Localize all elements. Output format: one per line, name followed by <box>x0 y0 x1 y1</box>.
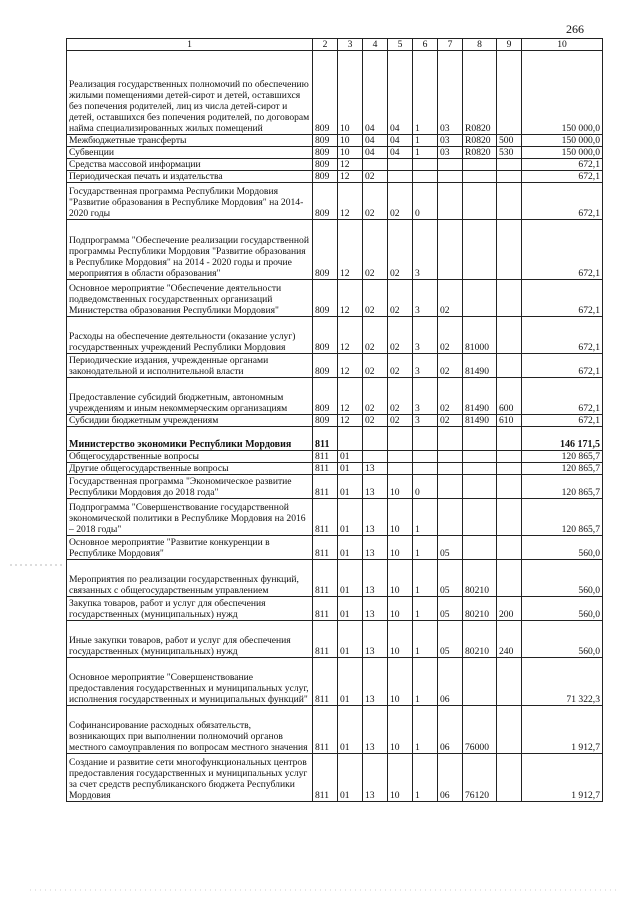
row-code-cell-c7 <box>438 183 463 220</box>
row-code-cell-c3: 12 <box>338 171 363 183</box>
row-code-cell-c2: 811 <box>313 475 338 499</box>
row-code-cell-c5: 02 <box>388 415 413 427</box>
table-row <box>67 183 603 220</box>
row-code-cell-c4: 13 <box>363 597 388 621</box>
row-code-cell-c4: 13 <box>363 499 388 536</box>
row-code-cell-c6 <box>413 427 438 451</box>
row-code-cell-c9 <box>497 475 522 499</box>
row-code-cell-c7: 03 <box>438 147 463 159</box>
row-code-cell-c7 <box>438 220 463 280</box>
table-row <box>67 159 603 171</box>
row-code-cell-c7: 05 <box>438 560 463 597</box>
header-row <box>67 39 603 51</box>
row-name-cell: Основное мероприятие "Совершенствование предоставления государственных и муниципальных услуг, исполнения государственных и муниципальных функций" <box>67 658 313 706</box>
row-code-cell-c6: 3 <box>413 354 438 378</box>
row-code-cell-c5: 10 <box>388 754 413 802</box>
row-code-cell-c8: 76120 <box>463 754 497 802</box>
row-name-cell: Реализация государственных полномочий по обеспечению жилыми помещениями детей-сирот и детей, оставшихся без попечения родителей, лиц из числа детей-сирот и детей, оставшихся без попечения родителей, по договорам найма специализированных жилых помещений <box>67 51 313 135</box>
row-code-cell-c2: 809 <box>313 280 338 317</box>
row-name-cell: Основное мероприятие "Обеспечение деятельности подведомственных государственных организаций Министерства образования Республики Мордовия" <box>67 280 313 317</box>
row-code-cell-c9 <box>497 51 522 135</box>
row-code-cell-c5: 10 <box>388 706 413 754</box>
row-name-cell: Подпрограмма "Обеспечение реализации государственной программы Республики Мордовия "Развитие образования в Республике Мордовия" на 2014 - 2020 годы и прочие мероприятия в области образования" <box>67 220 313 280</box>
row-code-cell-c3: 12 <box>338 354 363 378</box>
row-code-cell-c7 <box>438 171 463 183</box>
row-code-cell-c4: 13 <box>363 475 388 499</box>
table-row <box>67 427 603 451</box>
row-name-cell: Другие общегосударственные вопросы <box>67 463 313 475</box>
column-header-10: 10 <box>522 39 603 51</box>
row-code-cell-c6 <box>413 463 438 475</box>
row-code-cell-c9 <box>497 171 522 183</box>
row-code-cell-c5: 02 <box>388 183 413 220</box>
row-code-cell-c7: 06 <box>438 754 463 802</box>
row-name-cell: Мероприятия по реализации государственных функций, связанных с общегосударственным управлением <box>67 560 313 597</box>
row-amount-cell: 146 171,5 <box>522 427 603 451</box>
row-code-cell-c2: 809 <box>313 51 338 135</box>
row-amount-cell: 1 912,7 <box>522 706 603 754</box>
row-code-cell-c8 <box>463 171 497 183</box>
row-code-cell-c5: 10 <box>388 597 413 621</box>
row-amount-cell: 672,1 <box>522 378 603 415</box>
row-code-cell-c3: 01 <box>338 451 363 463</box>
row-code-cell-c5: 04 <box>388 147 413 159</box>
row-amount-cell: 1 912,7 <box>522 754 603 802</box>
row-code-cell-c6: 1 <box>413 706 438 754</box>
row-code-cell-c2: 811 <box>313 706 338 754</box>
row-code-cell-c2: 811 <box>313 427 338 451</box>
row-code-cell-c8 <box>463 427 497 451</box>
row-code-cell-c9 <box>497 159 522 171</box>
row-code-cell-c8: 81490 <box>463 415 497 427</box>
row-amount-cell: 120 865,7 <box>522 463 603 475</box>
row-code-cell-c5: 10 <box>388 499 413 536</box>
row-amount-cell: 672,1 <box>522 171 603 183</box>
row-name-cell: Периодические издания, учрежденные органами законодательной и исполнительной власти <box>67 354 313 378</box>
budget-table-container <box>66 38 602 802</box>
row-code-cell-c4 <box>363 159 388 171</box>
row-code-cell-c5: 10 <box>388 658 413 706</box>
row-code-cell-c7: 02 <box>438 415 463 427</box>
row-name-cell: Основное мероприятие "Развитие конкуренции в Республике Мордовия" <box>67 536 313 560</box>
row-code-cell-c5: 02 <box>388 220 413 280</box>
row-code-cell-c5 <box>388 463 413 475</box>
table-row <box>67 51 603 135</box>
row-code-cell-c9 <box>497 499 522 536</box>
row-code-cell-c2: 809 <box>313 159 338 171</box>
table-row <box>67 475 603 499</box>
row-name-cell: Средства массовой информации <box>67 159 313 171</box>
row-code-cell-c3: 12 <box>338 280 363 317</box>
row-code-cell-c2: 811 <box>313 463 338 475</box>
row-amount-cell: 560,0 <box>522 536 603 560</box>
row-code-cell-c6: 0 <box>413 475 438 499</box>
column-header-7: 7 <box>438 39 463 51</box>
row-code-cell-c4: 02 <box>363 171 388 183</box>
row-name-cell: Межбюджетные трансферты <box>67 135 313 147</box>
row-code-cell-c8: 81490 <box>463 378 497 415</box>
row-code-cell-c2: 809 <box>313 135 338 147</box>
row-code-cell-c3: 10 <box>338 51 363 135</box>
row-amount-cell: 672,1 <box>522 220 603 280</box>
row-amount-cell: 150 000,0 <box>522 51 603 135</box>
row-code-cell-c9 <box>497 317 522 354</box>
row-code-cell-c9 <box>497 754 522 802</box>
row-amount-cell: 120 865,7 <box>522 475 603 499</box>
row-code-cell-c3: 10 <box>338 135 363 147</box>
row-code-cell-c8: R0820 <box>463 147 497 159</box>
row-amount-cell: 120 865,7 <box>522 499 603 536</box>
row-name-cell: Создание и развитие сети многофункциональных центров предоставления государственных и муниципальных услуг за счет средств республиканского бюджета Республики Мордовия <box>67 754 313 802</box>
row-code-cell-c2: 811 <box>313 658 338 706</box>
row-amount-cell: 120 865,7 <box>522 451 603 463</box>
row-code-cell-c6: 1 <box>413 621 438 658</box>
table-row <box>67 597 603 621</box>
row-code-cell-c3: 01 <box>338 536 363 560</box>
row-code-cell-c4: 02 <box>363 415 388 427</box>
row-code-cell-c4: 02 <box>363 317 388 354</box>
table-row <box>67 415 603 427</box>
row-code-cell-c5: 10 <box>388 560 413 597</box>
row-code-cell-c8: 80210 <box>463 560 497 597</box>
row-code-cell-c5: 10 <box>388 475 413 499</box>
column-header-5: 5 <box>388 39 413 51</box>
row-code-cell-c3: 01 <box>338 475 363 499</box>
row-code-cell-c4: 04 <box>363 147 388 159</box>
row-code-cell-c5 <box>388 159 413 171</box>
row-code-cell-c5: 04 <box>388 51 413 135</box>
row-code-cell-c5 <box>388 427 413 451</box>
row-code-cell-c3: 01 <box>338 754 363 802</box>
row-code-cell-c7: 05 <box>438 536 463 560</box>
row-code-cell-c7 <box>438 475 463 499</box>
row-code-cell-c4: 04 <box>363 135 388 147</box>
table-row <box>67 560 603 597</box>
row-code-cell-c2: 809 <box>313 183 338 220</box>
row-code-cell-c2: 809 <box>313 354 338 378</box>
column-header-1: 1 <box>67 39 313 51</box>
row-code-cell-c2: 811 <box>313 754 338 802</box>
row-code-cell-c6 <box>413 171 438 183</box>
row-amount-cell: 672,1 <box>522 415 603 427</box>
row-code-cell-c4: 13 <box>363 463 388 475</box>
row-code-cell-c7 <box>438 159 463 171</box>
row-code-cell-c8 <box>463 536 497 560</box>
row-code-cell-c8 <box>463 463 497 475</box>
row-amount-cell: 560,0 <box>522 597 603 621</box>
row-code-cell-c9 <box>497 658 522 706</box>
row-code-cell-c7: 03 <box>438 51 463 135</box>
row-code-cell-c6 <box>413 451 438 463</box>
row-code-cell-c9 <box>497 427 522 451</box>
column-header-9: 9 <box>497 39 522 51</box>
row-code-cell-c6: 1 <box>413 597 438 621</box>
row-amount-cell: 560,0 <box>522 560 603 597</box>
page-number: 266 <box>566 22 584 36</box>
table-row <box>67 378 603 415</box>
row-code-cell-c5 <box>388 171 413 183</box>
row-code-cell-c5: 02 <box>388 378 413 415</box>
row-code-cell-c8: 81000 <box>463 317 497 354</box>
row-code-cell-c2: 809 <box>313 317 338 354</box>
row-name-cell: Государственная программа Республики Мордовия "Развитие образования в Республике Мордовия" на 2014-2020 годы <box>67 183 313 220</box>
row-code-cell-c4: 02 <box>363 183 388 220</box>
table-row <box>67 280 603 317</box>
row-code-cell-c9 <box>497 560 522 597</box>
row-code-cell-c2: 811 <box>313 560 338 597</box>
row-name-cell: Подпрограмма "Совершенствование государственной экономической политики в Республике Мордовия на 2016 – 2018 годы" <box>67 499 313 536</box>
row-code-cell-c7 <box>438 427 463 451</box>
row-code-cell-c8: R0820 <box>463 135 497 147</box>
row-code-cell-c2: 811 <box>313 536 338 560</box>
row-code-cell-c4 <box>363 451 388 463</box>
table-row <box>67 354 603 378</box>
table-row <box>67 754 603 802</box>
table-row <box>67 317 603 354</box>
row-code-cell-c3: 12 <box>338 415 363 427</box>
row-code-cell-c7: 03 <box>438 135 463 147</box>
row-code-cell-c4: 02 <box>363 220 388 280</box>
row-code-cell-c7 <box>438 451 463 463</box>
row-code-cell-c2: 809 <box>313 415 338 427</box>
row-code-cell-c3: 10 <box>338 147 363 159</box>
row-code-cell-c4: 02 <box>363 354 388 378</box>
row-name-cell: Периодическая печать и издательства <box>67 171 313 183</box>
row-amount-cell: 672,1 <box>522 317 603 354</box>
row-code-cell-c5: 10 <box>388 536 413 560</box>
row-code-cell-c4: 02 <box>363 280 388 317</box>
row-code-cell-c8 <box>463 451 497 463</box>
row-code-cell-c7: 06 <box>438 706 463 754</box>
table-row <box>67 171 603 183</box>
row-code-cell-c8 <box>463 658 497 706</box>
row-code-cell-c9 <box>497 280 522 317</box>
row-code-cell-c3: 01 <box>338 658 363 706</box>
table-row <box>67 658 603 706</box>
row-amount-cell: 150 000,0 <box>522 147 603 159</box>
column-header-4: 4 <box>363 39 388 51</box>
column-header-6: 6 <box>413 39 438 51</box>
row-code-cell-c4: 13 <box>363 754 388 802</box>
row-name-cell: Закупка товаров, работ и услуг для обеспечения государственных (муниципальных) нужд <box>67 597 313 621</box>
row-code-cell-c7: 02 <box>438 378 463 415</box>
row-code-cell-c3: 01 <box>338 463 363 475</box>
row-code-cell-c7 <box>438 463 463 475</box>
row-code-cell-c2: 809 <box>313 147 338 159</box>
row-code-cell-c8 <box>463 220 497 280</box>
row-name-cell: Субвенции <box>67 147 313 159</box>
row-code-cell-c9 <box>497 451 522 463</box>
row-code-cell-c6: 1 <box>413 536 438 560</box>
row-code-cell-c9 <box>497 354 522 378</box>
row-code-cell-c6: 3 <box>413 378 438 415</box>
row-code-cell-c6: 1 <box>413 51 438 135</box>
row-code-cell-c2: 811 <box>313 451 338 463</box>
row-code-cell-c9 <box>497 536 522 560</box>
row-code-cell-c8 <box>463 159 497 171</box>
column-header-8: 8 <box>463 39 497 51</box>
row-code-cell-c4: 13 <box>363 658 388 706</box>
row-code-cell-c2: 811 <box>313 499 338 536</box>
row-code-cell-c5: 04 <box>388 135 413 147</box>
row-amount-cell: 672,1 <box>522 280 603 317</box>
row-code-cell-c4: 13 <box>363 706 388 754</box>
row-code-cell-c8 <box>463 280 497 317</box>
row-code-cell-c9: 500 <box>497 135 522 147</box>
row-code-cell-c6 <box>413 159 438 171</box>
row-code-cell-c2: 809 <box>313 378 338 415</box>
row-name-cell: Государственная программа "Экономическое развитие Республики Мордовия до 2018 года" <box>67 475 313 499</box>
row-name-cell: Иные закупки товаров, работ и услуг для обеспечения государственных (муниципальных) нужд <box>67 621 313 658</box>
row-code-cell-c3: 12 <box>338 378 363 415</box>
row-code-cell-c9 <box>497 706 522 754</box>
row-code-cell-c3: 01 <box>338 597 363 621</box>
row-code-cell-c6: 1 <box>413 135 438 147</box>
row-code-cell-c4: 13 <box>363 560 388 597</box>
row-code-cell-c3: 12 <box>338 183 363 220</box>
row-code-cell-c6: 3 <box>413 280 438 317</box>
row-code-cell-c4: 13 <box>363 536 388 560</box>
row-code-cell-c5: 02 <box>388 354 413 378</box>
row-code-cell-c6: 3 <box>413 415 438 427</box>
row-code-cell-c9 <box>497 183 522 220</box>
row-code-cell-c2: 809 <box>313 171 338 183</box>
table-row <box>67 451 603 463</box>
row-code-cell-c5: 02 <box>388 317 413 354</box>
row-code-cell-c8: 76000 <box>463 706 497 754</box>
row-code-cell-c3: 12 <box>338 159 363 171</box>
row-code-cell-c7: 05 <box>438 597 463 621</box>
row-code-cell-c3: 01 <box>338 499 363 536</box>
row-code-cell-c9 <box>497 220 522 280</box>
row-code-cell-c6: 1 <box>413 658 438 706</box>
table-row <box>67 621 603 658</box>
row-amount-cell: 672,1 <box>522 159 603 171</box>
row-code-cell-c7: 02 <box>438 317 463 354</box>
row-name-cell: Министерство экономики Республики Мордовия <box>67 427 313 451</box>
row-code-cell-c3: 01 <box>338 621 363 658</box>
row-code-cell-c5: 02 <box>388 280 413 317</box>
row-code-cell-c5 <box>388 451 413 463</box>
row-code-cell-c8: 80210 <box>463 597 497 621</box>
column-header-3: 3 <box>338 39 363 51</box>
row-amount-cell: 71 322,3 <box>522 658 603 706</box>
row-amount-cell: 560,0 <box>522 621 603 658</box>
table-row <box>67 220 603 280</box>
row-code-cell-c6: 1 <box>413 147 438 159</box>
row-code-cell-c3 <box>338 427 363 451</box>
row-code-cell-c3: 12 <box>338 220 363 280</box>
row-code-cell-c7 <box>438 499 463 536</box>
row-code-cell-c6: 3 <box>413 220 438 280</box>
row-name-cell: Общегосударственные вопросы <box>67 451 313 463</box>
row-code-cell-c8: 81490 <box>463 354 497 378</box>
row-code-cell-c3: 12 <box>338 317 363 354</box>
row-code-cell-c2: 811 <box>313 621 338 658</box>
row-amount-cell: 672,1 <box>522 183 603 220</box>
row-code-cell-c8 <box>463 499 497 536</box>
column-header-2: 2 <box>313 39 338 51</box>
row-name-cell: Предоставление субсидий бюджетным, автономным учреждениям и иным некоммерческим организациям <box>67 378 313 415</box>
row-code-cell-c4: 02 <box>363 378 388 415</box>
row-code-cell-c9: 600 <box>497 378 522 415</box>
row-code-cell-c4: 13 <box>363 621 388 658</box>
row-code-cell-c2: 811 <box>313 597 338 621</box>
row-code-cell-c7: 05 <box>438 621 463 658</box>
row-code-cell-c3: 01 <box>338 560 363 597</box>
table-row <box>67 147 603 159</box>
row-amount-cell: 672,1 <box>522 354 603 378</box>
row-code-cell-c4: 04 <box>363 51 388 135</box>
table-row <box>67 463 603 475</box>
table-body <box>67 51 603 802</box>
row-code-cell-c4 <box>363 427 388 451</box>
row-code-cell-c9: 200 <box>497 597 522 621</box>
row-code-cell-c9 <box>497 463 522 475</box>
budget-table <box>66 38 603 802</box>
table-row <box>67 706 603 754</box>
row-code-cell-c6: 3 <box>413 317 438 354</box>
row-amount-cell: 150 000,0 <box>522 135 603 147</box>
row-code-cell-c3: 01 <box>338 706 363 754</box>
row-code-cell-c6: 1 <box>413 560 438 597</box>
row-code-cell-c5: 10 <box>388 621 413 658</box>
row-code-cell-c6: 1 <box>413 754 438 802</box>
row-name-cell: Расходы на обеспечение деятельности (оказание услуг) государственных учреждений Республики Мордовия <box>67 317 313 354</box>
row-code-cell-c8 <box>463 183 497 220</box>
table-row <box>67 536 603 560</box>
row-code-cell-c2: 809 <box>313 220 338 280</box>
row-code-cell-c9: 610 <box>497 415 522 427</box>
row-code-cell-c6: 0 <box>413 183 438 220</box>
table-row <box>67 135 603 147</box>
row-code-cell-c7: 02 <box>438 354 463 378</box>
table-row <box>67 499 603 536</box>
row-code-cell-c9: 530 <box>497 147 522 159</box>
row-name-cell: Софинансирование расходных обязательств, возникающих при выполнении полномочий органов местного самоуправления по вопросам местного значения <box>67 706 313 754</box>
row-code-cell-c8: R0820 <box>463 51 497 135</box>
row-code-cell-c7: 06 <box>438 658 463 706</box>
row-code-cell-c8 <box>463 475 497 499</box>
row-code-cell-c9: 240 <box>497 621 522 658</box>
row-code-cell-c7: 02 <box>438 280 463 317</box>
row-code-cell-c8: 80210 <box>463 621 497 658</box>
row-code-cell-c6: 1 <box>413 499 438 536</box>
row-name-cell: Субсидии бюджетным учреждениям <box>67 415 313 427</box>
